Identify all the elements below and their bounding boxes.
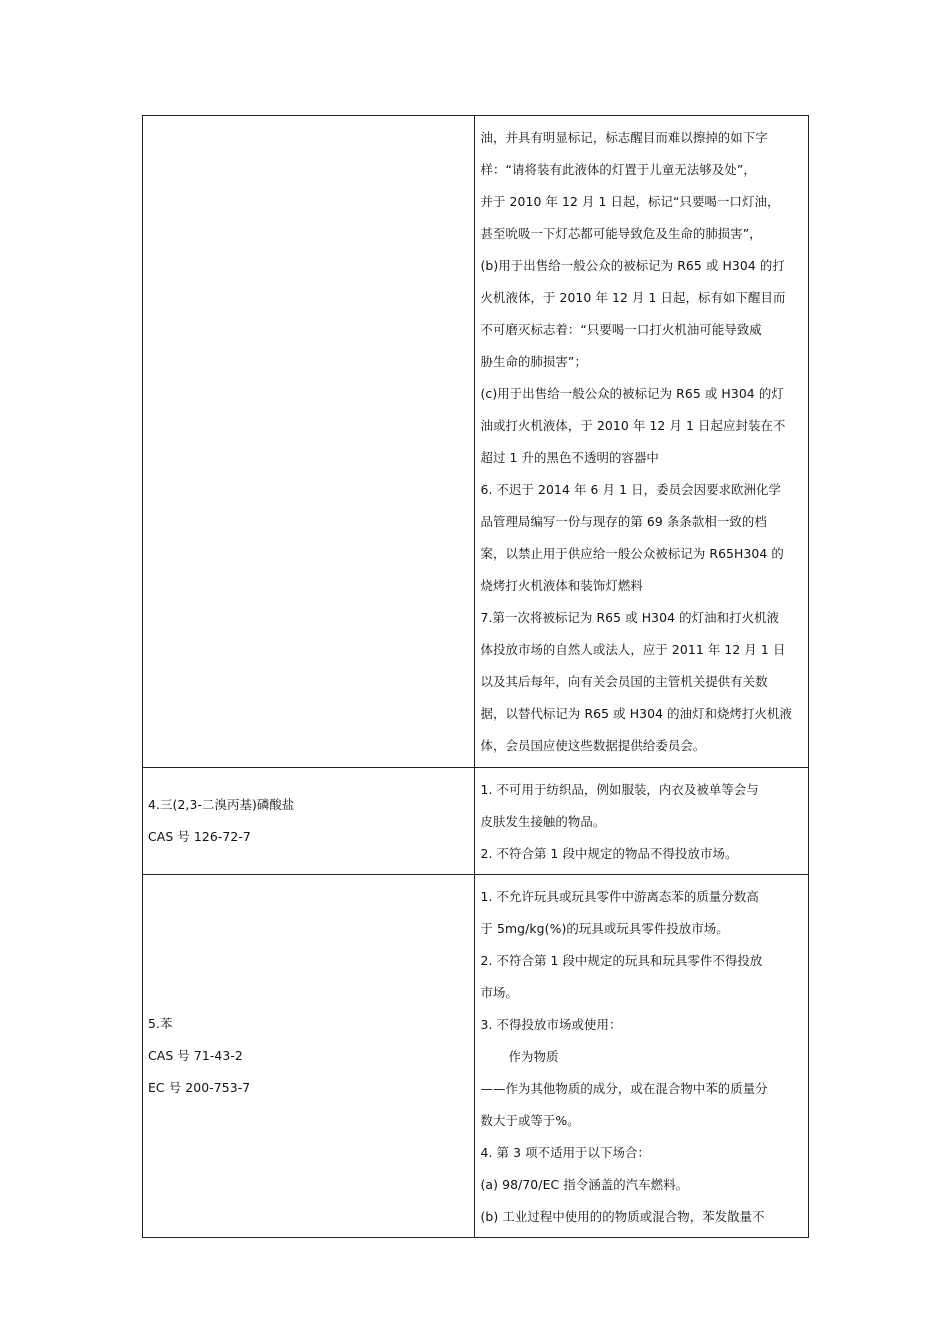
text-line: (a) 98/70/EC 指令涵盖的汽车燃料。: [480, 1177, 689, 1192]
text-line: 市场。: [480, 985, 518, 1000]
text-line: 烧烤打火机液体和装饰灯燃料: [480, 578, 643, 593]
text-line: 并于 2010 年 12 月 1 日起，标记“只要喝一口灯油，: [480, 194, 780, 209]
text-line: 不可磨灭标志着：“只要喝一口打火机油可能导致威: [480, 322, 762, 337]
text-line: 1. 不允许玩具或玩具零件中游离态苯的质量分数高: [480, 889, 759, 904]
substance-cell: [143, 116, 475, 768]
text-line: EC 号 200-753-7: [148, 1080, 251, 1095]
text-line: 超过 1 升的黑色不透明的容器中: [480, 450, 659, 465]
text-line: 胁生命的肺损害”；: [480, 354, 587, 369]
text-line: 于 5mg/kg(%)的玩具或玩具零件投放市场。: [480, 921, 729, 936]
conditions-cell: [475, 768, 809, 875]
text-line: 4.三(2,3-二溴丙基)磷酸盐: [148, 797, 295, 812]
text-line: 油或打火机液体，于 2010 年 12 月 1 日起应封装在不: [480, 418, 786, 433]
text-line: (b)用于出售给一般公众的被标记为 R65 或 H304 的打: [480, 258, 785, 273]
text-line: 火机液体，于 2010 年 12 月 1 日起，标有如下醒目而: [480, 290, 786, 305]
conditions-cell: [475, 116, 809, 768]
text-line: 5.苯: [148, 1016, 173, 1031]
text-line: 据，以替代标记为 R65 或 H304 的油灯和烧烤打火机液: [480, 706, 793, 721]
text-line: 以及其后每年，向有关会员国的主管机关提供有关数: [480, 674, 768, 689]
text-line: 3. 不得投放市场或使用：: [480, 1017, 622, 1032]
text-line: CAS 号 126-72-7: [148, 829, 251, 844]
substance-cell: [143, 768, 475, 875]
table-row: [143, 768, 809, 875]
text-line: 皮肤发生接触的物品。: [480, 814, 606, 829]
text-line: 油，并具有明显标记，标志醒目而难以擦掉的如下字: [480, 130, 768, 145]
text-line: (b) 工业过程中使用的的物质或混合物，苯发散量不: [480, 1209, 765, 1224]
text-line: CAS 号 71-43-2: [148, 1048, 243, 1063]
text-line: 体，会员国应使这些数据提供给委员会。: [480, 738, 706, 753]
text-line: 案，以禁止用于供应给一般公众被标记为 R65H304 的: [480, 546, 784, 561]
text-line: 1. 不可用于纺织品，例如服装，内衣及被单等会与: [480, 782, 759, 797]
text-line: 2. 不符合第 1 段中规定的物品不得投放市场。: [480, 846, 738, 861]
text-line: ——作为其他物质的成分，或在混合物中苯的质量分: [480, 1081, 768, 1096]
text-line: 体投放市场的自然人或法人，应于 2011 年 12 月 1 日: [480, 642, 786, 657]
text-line: 数大于或等于%。: [480, 1113, 580, 1128]
substance-cell: [143, 875, 475, 1238]
text-line: 4. 第 3 项不适用于以下场合：: [480, 1145, 651, 1160]
text-line: 样：“请将装有此液体的灯置于儿童无法够及处”，: [480, 162, 756, 177]
text-line: 品管理局编写一份与现存的第 69 条条款相一致的档: [480, 514, 767, 529]
text-line: 6. 不迟于 2014 年 6 月 1 日，委员会因要求欧洲化学: [480, 482, 782, 497]
text-line: 7.第一次将被标记为 R65 或 H304 的灯油和打火机液: [480, 610, 780, 625]
regulation-table: [142, 115, 809, 1238]
text-line: (c)用于出售给一般公众的被标记为 R65 或 H304 的灯: [480, 386, 784, 401]
table-row: [143, 116, 809, 768]
text-line: 作为物质: [508, 1049, 559, 1064]
text-line: 2. 不符合第 1 段中规定的玩具和玩具零件不得投放: [480, 953, 763, 968]
conditions-cell: [475, 875, 809, 1238]
text-line: 甚至吮吸一下灯芯都可能导致危及生命的肺损害”，: [480, 226, 762, 241]
table-row: [143, 875, 809, 1238]
